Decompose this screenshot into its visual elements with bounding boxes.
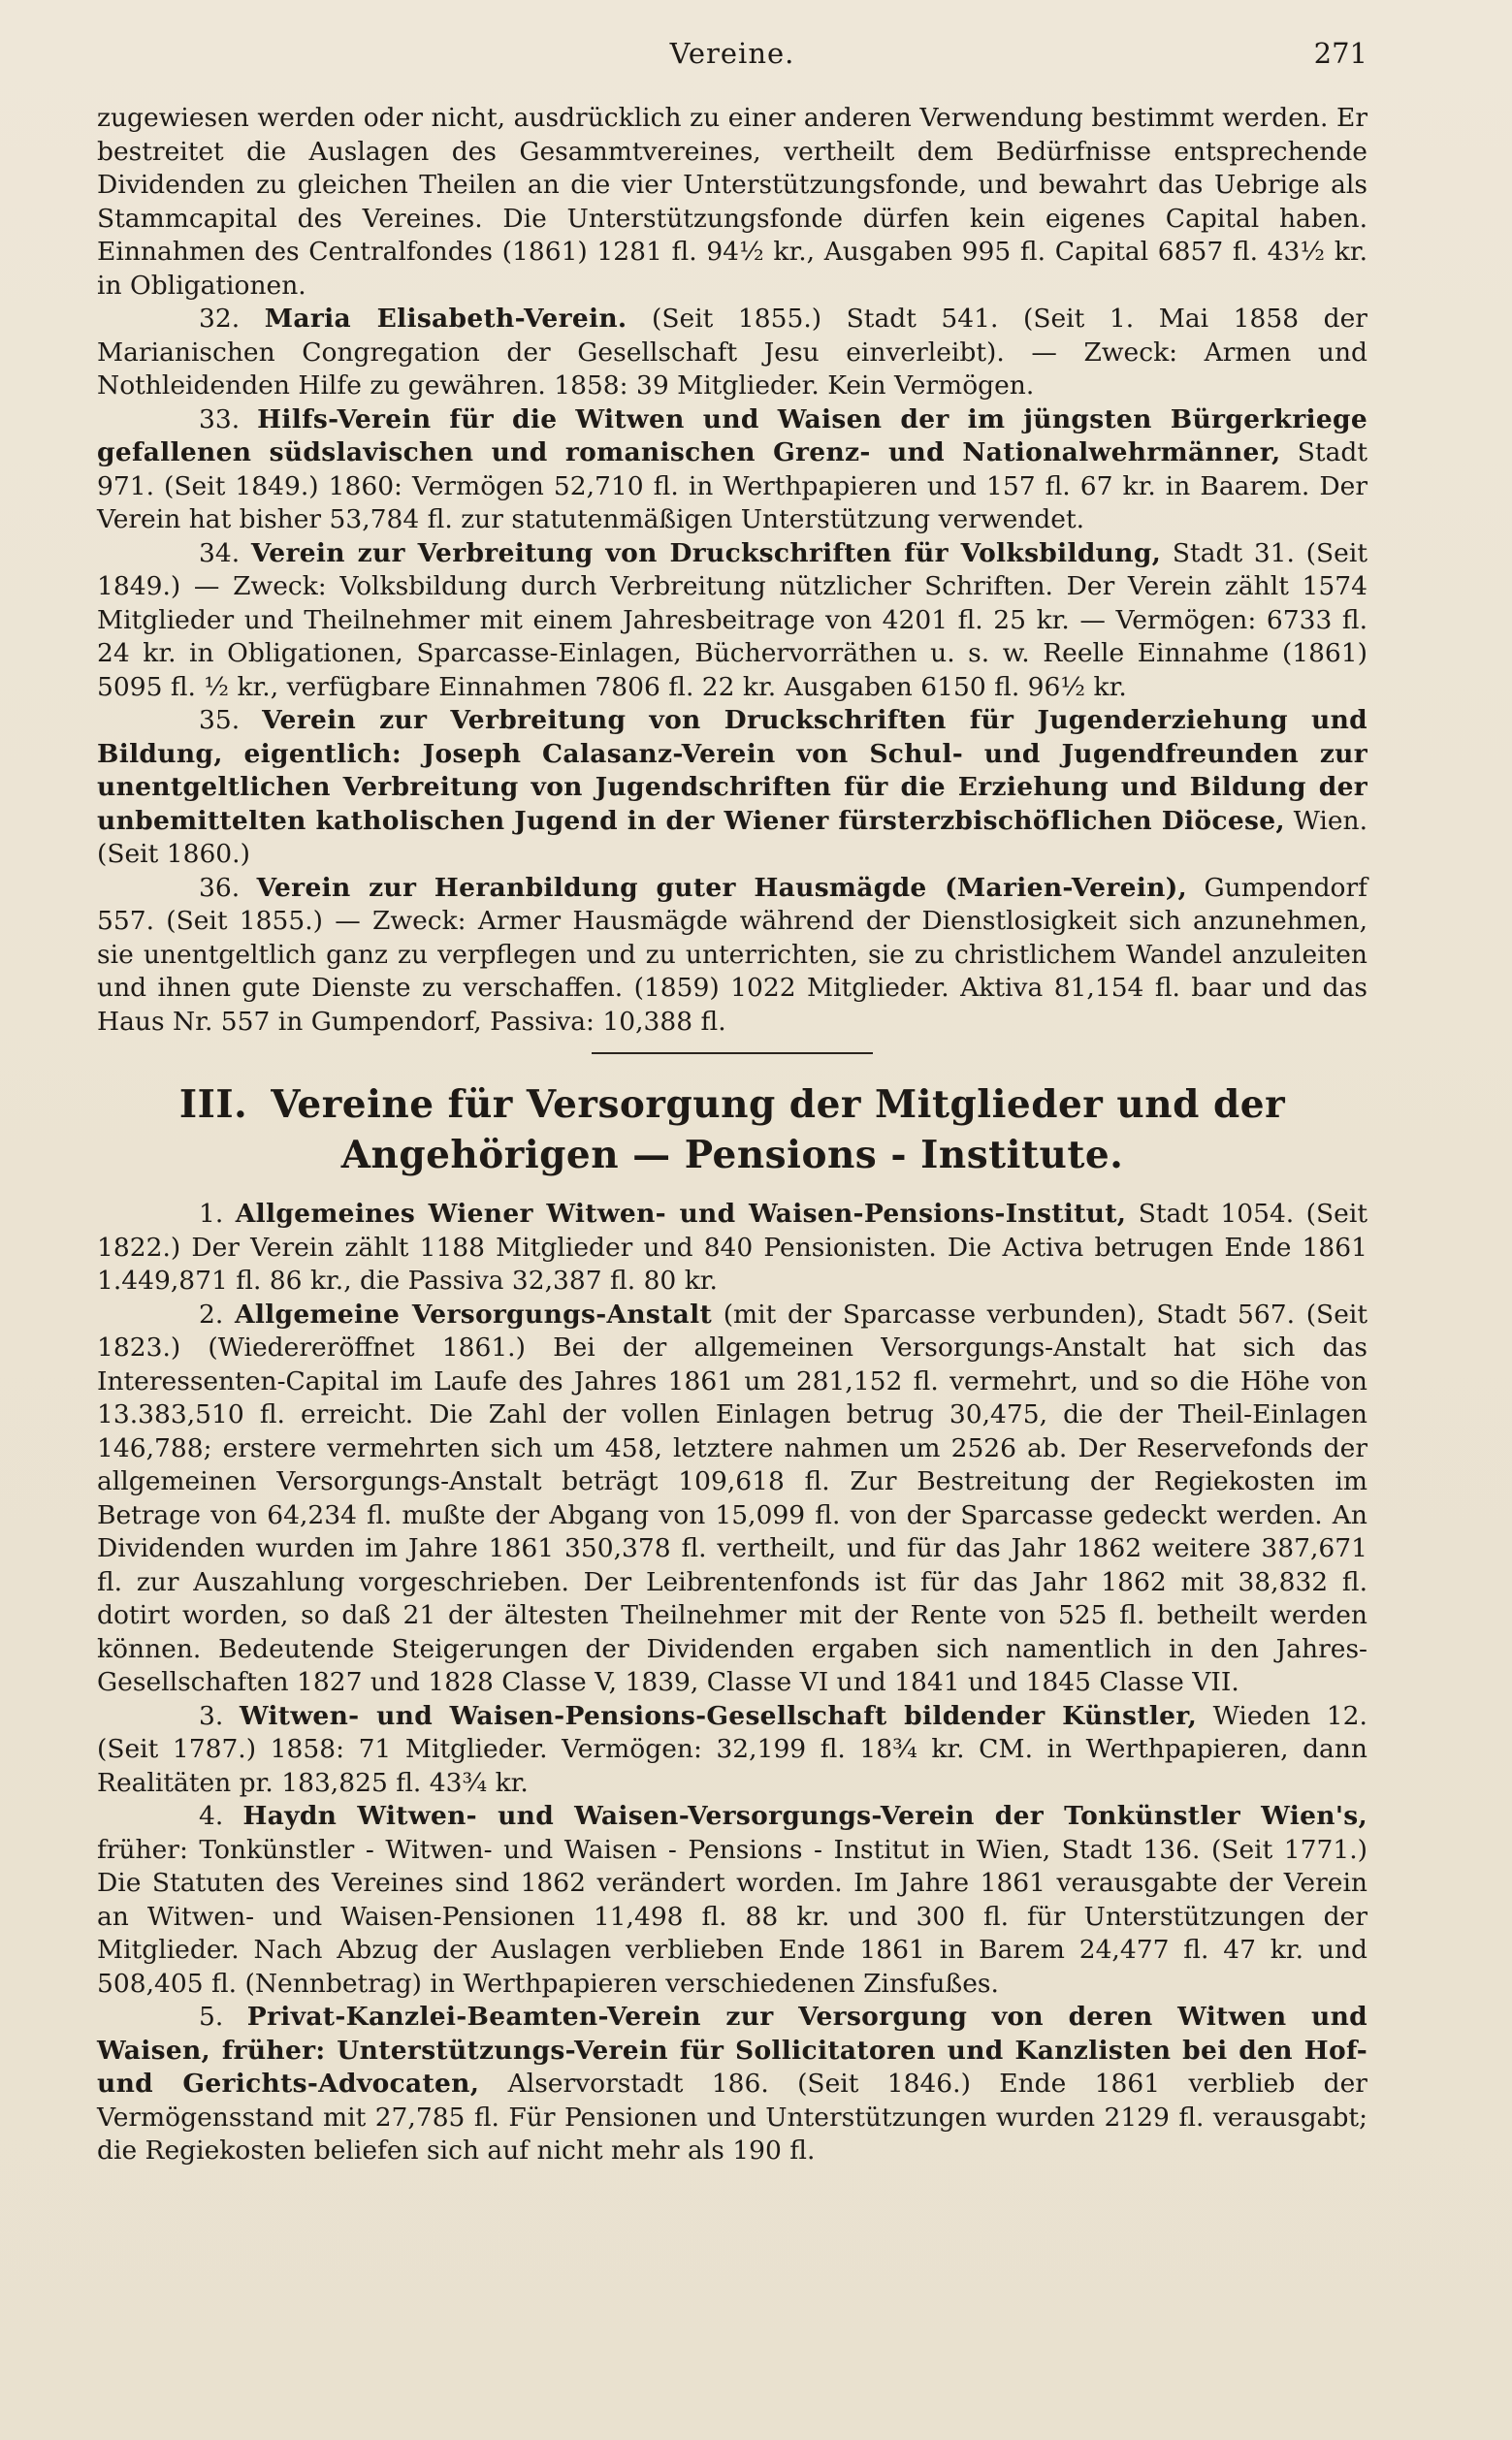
entry-iii-2	[97, 1299, 1367, 1700]
entry-title: Maria Elisabeth-Verein.	[264, 304, 627, 334]
page-number: 271	[1313, 37, 1367, 70]
page-body	[97, 102, 1367, 2168]
entry-title: Allgemeines Wiener Witwen- und Waisen-Pensions-Institut,	[235, 1199, 1127, 1229]
entry-text: Wieden 12. (Seit 1787.) 1858: 71 Mitglieder. Vermögen: 32,199 fl. 18¾ kr. CM. in Werthpapieren, dann Realitäten pr. 183,825 fl. 43¾ kr.	[97, 1700, 1367, 1798]
entry-text: Alservorstadt 186. (Seit 1846.) Ende 1861 verblieb der Vermögensstand mit 27,785 fl. Für Pensionen und Unterstützungen wurden 2129 fl. verausgabt; die Regiekosten beliefen sich auf nicht mehr als 190 fl.	[97, 2069, 1367, 2166]
entry-text: früher: Tonkünstler - Witwen- und Waisen - Pensions - Institut in Wien, Stadt 136. (Seit 1771.) Die Statuten des Vereines sind 1862 verändert worden. Im Jahre 1861 verausgabte der Verein an Witwen- und Waisen-Pensionen 11,498 fl. 88 kr. und 300 fl. für Unterstützungen der Mitglieder. Nach Abzug der Auslagen verblieben Ende 1861 in Barem 24,477 fl. 47 kr. und 508,405 fl. (Nennbetrag) in Werthpapieren verschiedenen Zinsfußes.	[97, 1834, 1367, 1999]
page-header	[97, 37, 1367, 85]
section-divider	[592, 1052, 873, 1054]
entry-text: Wien. (Seit 1860.)	[97, 805, 1367, 869]
entry-number: 33.	[199, 403, 241, 434]
entry-text: (Seit 1855.) Stadt 541. (Seit 1. Mai 1858 der Marianischen Congregation der Gesellschaft Jesu einverleibt). — Zweck: Armen und Nothleidenden Hilfe zu gewähren. 1858: 39 Mitglieder. Kein Vermögen.	[97, 304, 1367, 401]
entry-iii-4	[97, 1800, 1367, 2001]
entry-36	[97, 872, 1367, 1040]
entry-iii-5	[97, 2001, 1367, 2168]
section-heading	[97, 1079, 1367, 1180]
entry-title: Verein zur Verbreitung von Druckschriften für Jugenderziehung und Bildung, eigentlich: Joseph Calasanz-Verein von Schul- und Jugendfreunden zur unentgeltlichen Verbreitung von Jugendschriften für die Erziehung und Bildung der unbemittelten katholischen Jugend in der Wiener fürsterzbischöflichen Diöcese,	[97, 705, 1367, 836]
entry-title: Allgemeine Versorgungs-Anstalt	[234, 1299, 713, 1330]
entry-number: 4.	[199, 1801, 224, 1831]
entry-text: Gumpendorf 557. (Seit 1855.) — Zweck: Armer Hausmägde während der Dienstlosigkeit sich anzunehmen, sie unentgeltlich ganz zu verpflegen und zu unterrichten, sie zu christlichem Wandel anzuleiten und ihnen gute Dienste zu verschaffen. (1859) 1022 Mitglieder. Aktiva 81,154 fl. baar und das Haus Nr. 557 in Gumpendorf, Passiva: 10,388 fl.	[97, 872, 1367, 1037]
entry-33	[97, 403, 1367, 537]
entry-title: Verein zur Heranbildung guter Hausmägde (Marien-Verein),	[256, 872, 1188, 903]
entry-text: (mit der Sparcasse verbunden), Stadt 567. (Seit 1823.) (Wiedereröffnet 1861.) Bei der allgemeinen Versorgungs-Anstalt hat sich das Interessenten-Capital im Laufe des Jahres 1861 um 281,152 fl. vermehrt, und so die Höhe von 13.383,510 fl. erreicht. Die Zahl der vollen Einlagen betrug 30,475, die der Theil-Einlagen 146,788; erstere vermehrten sich um 458, letztere nahmen um 2526 ab. Der Reservefonds der allgemeinen Versorgungs-Anstalt beträgt 109,618 fl. Zur Bestreitung der Regiekosten im Betrage von 64,234 fl. mußte der Abgang von 15,099 fl. von der Sparcasse gedeckt werden. An Dividenden wurden im Jahre 1861 350,378 fl. vertheilt, und für das Jahr 1862 weitere 387,671 fl. zur Auszahlung vorgeschrieben. Der Leibrentenfonds ist für das Jahr 1862 mit 38,832 fl. dotirt worden, so daß 21 der ältesten Theilnehmer mit der Rente von 525 fl. betheilt werden können. Bedeutende Steigerungen der Dividenden ergaben sich namentlich in den Jahres-Gesellschaften 1827 und 1828 Classe V, 1839, Classe VI und 1841 und 1845 Classe VII.	[97, 1299, 1367, 1697]
entry-title: Haydn Witwen- und Waisen-Versorgungs-Verein der Tonkünstler Wien's,	[242, 1801, 1367, 1831]
entry-number: 32.	[199, 304, 241, 334]
section-numeral: III.	[178, 1082, 248, 1127]
entry-number: 1.	[199, 1199, 224, 1229]
entry-number: 2.	[199, 1299, 224, 1330]
entry-number: 35.	[199, 705, 241, 735]
entry-title: Witwen- und Waisen-Pensions-Gesellschaft bildender Künstler,	[239, 1700, 1198, 1731]
entry-title: Privat-Kanzlei-Beamten-Verein zur Versorgung von deren Witwen und Waisen, früher: Unterstützungs-Verein für Sollicitatoren und Kanzlisten bei den Hof- und Gerichts-Advocaten,	[97, 2002, 1367, 2099]
entry-34	[97, 537, 1367, 705]
entry-number: 34.	[199, 537, 241, 568]
running-title: Vereine.	[669, 37, 795, 70]
entry-number: 5.	[199, 2002, 224, 2032]
entry-32	[97, 303, 1367, 403]
entry-number: 36.	[199, 872, 241, 903]
entry-35	[97, 704, 1367, 872]
section-title: Vereine für Versorgung der Mitglieder und der Angehörigen — Pensions - Institute.	[271, 1082, 1286, 1177]
entry-text: Stadt 971. (Seit 1849.) 1860: Vermögen 52,710 fl. in Werthpapieren und 157 fl. 67 kr. in Baarem. Der Verein hat bisher 53,784 fl. zur statutenmäßigen Unterstützung verwendet.	[97, 437, 1367, 534]
entry-title: Hilfs-Verein für die Witwen und Waisen der im jüngsten Bürgerkriege gefallenen südslavischen und romanischen Grenz- und Nationalwehrmänner,	[97, 403, 1367, 467]
entry-title: Verein zur Verbreitung von Druckschriften für Volksbildung,	[250, 537, 1162, 568]
entry-text: Stadt 1054. (Seit 1822.) Der Verein zählt 1188 Mitglieder und 840 Pensionisten. Die Activa betrugen Ende 1861 1.449,871 fl. 86 kr., die Passiva 32,387 fl. 80 kr.	[97, 1199, 1367, 1296]
entry-number: 3.	[199, 1700, 224, 1731]
entry-iii-3	[97, 1700, 1367, 1801]
continuation-paragraph: zugewiesen werden oder nicht, ausdrücklich zu einer anderen Verwendung bestimmt werden. Er bestreitet die Auslagen des Gesammtvereines, vertheilt dem Bedürfnisse entsprechende Dividenden zu gleichen Theilen an die vier Unterstützungsfonde, und bewahrt das Uebrige als Stammcapital des Vereines. Die Unterstützungsfonde dürfen kein eigenes Capital haben. Einnahmen des Centralfondes (1861) 1281 fl. 94½ kr., Ausgaben 995 fl. Capital 6857 fl. 43½ kr. in Obligationen.	[97, 103, 1367, 301]
entry-iii-1	[97, 1198, 1367, 1299]
entry-text: Stadt 31. (Seit 1849.) — Zweck: Volksbildung durch Verbreitung nützlicher Schriften. Der Verein zählt 1574 Mitglieder und Theilnehmer mit einem Jahresbeitrage von 4201 fl. 25 kr. — Vermögen: 6733 fl. 24 kr. in Obligationen, Sparcasse-Einlagen, Büchervorräthen u. s. w. Reelle Einnahme (1861) 5095 fl. ½ kr., verfügbare Einnahmen 7806 fl. 22 kr. Ausgaben 6150 fl. 96½ kr.	[97, 537, 1367, 702]
